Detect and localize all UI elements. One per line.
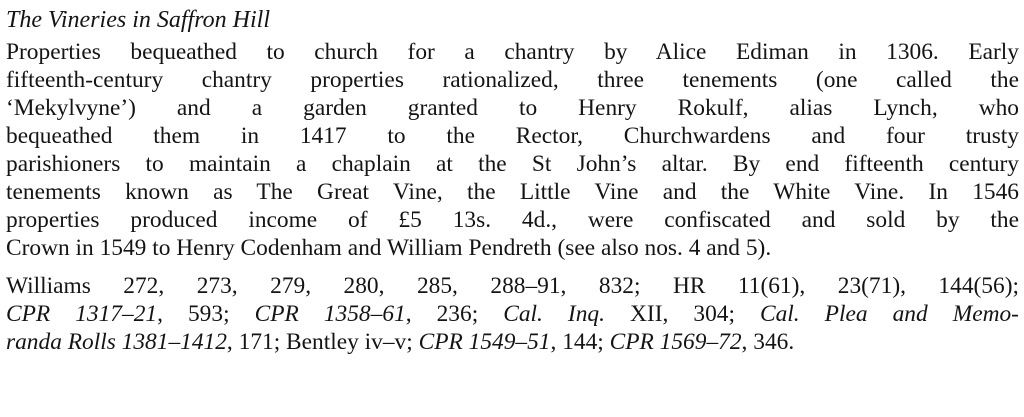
body-line: Properties bequeathed to church for a chantry by Alice Ediman in 1306. Early [6, 39, 1019, 65]
ref-italic: CPR 1549–51 [418, 329, 551, 355]
ref-italic: Cal. Inq. [503, 301, 605, 327]
body-line: bequeathed them in 1417 to the Rector, Churchwardens and four trusty [6, 123, 1019, 149]
document-page [6, 4, 1019, 356]
ref-text: , 144; [550, 329, 610, 355]
entry-description [6, 38, 1019, 262]
body-line: Crown in 1549 to Henry Codenham and William Pendreth (see also nos. 4 and 5). [6, 235, 772, 261]
body-line: tenements known as The Great Vine, the Little Vine and the White Vine. In 1546 [6, 179, 1019, 205]
reference-line [6, 300, 1019, 328]
ref-italic: CPR 1569–72 [609, 329, 742, 355]
reference-line: Williams 272, 273, 279, 280, 285, 288–91, 832; HR 11(61), 23(71), 144(56); [6, 273, 1019, 299]
entry-references [6, 272, 1019, 356]
ref-italic: CPR 1317–21 [6, 301, 158, 327]
ref-text: XII, 304; [604, 301, 760, 327]
ref-text: , 346. [741, 329, 795, 355]
ref-italic: CPR 1358–61 [254, 301, 406, 327]
body-line: properties produced income of £5 13s. 4d., were confiscated and sold by the [6, 207, 1019, 233]
ref-italic: Cal. Plea and Memo- [760, 301, 1019, 327]
ref-text: , 171; Bentley iv–v; [226, 329, 419, 355]
reference-line [6, 328, 1019, 356]
body-line: ‘Mekylvyne’) and a garden granted to Henry Rokulf, alias Lynch, who [6, 95, 1019, 121]
body-line: fifteenth-century chantry properties rationalized, three tenements (one called the [6, 67, 1019, 93]
entry-title: The Vineries in Saffron Hill [6, 7, 270, 33]
ref-text: , 593; [157, 301, 255, 327]
ref-italic: randa Rolls 1381–1412 [6, 329, 227, 355]
ref-text: , 236; [405, 301, 504, 327]
body-line: parishioners to maintain a chaplain at the St John’s altar. By end fifteenth century [6, 151, 1019, 177]
